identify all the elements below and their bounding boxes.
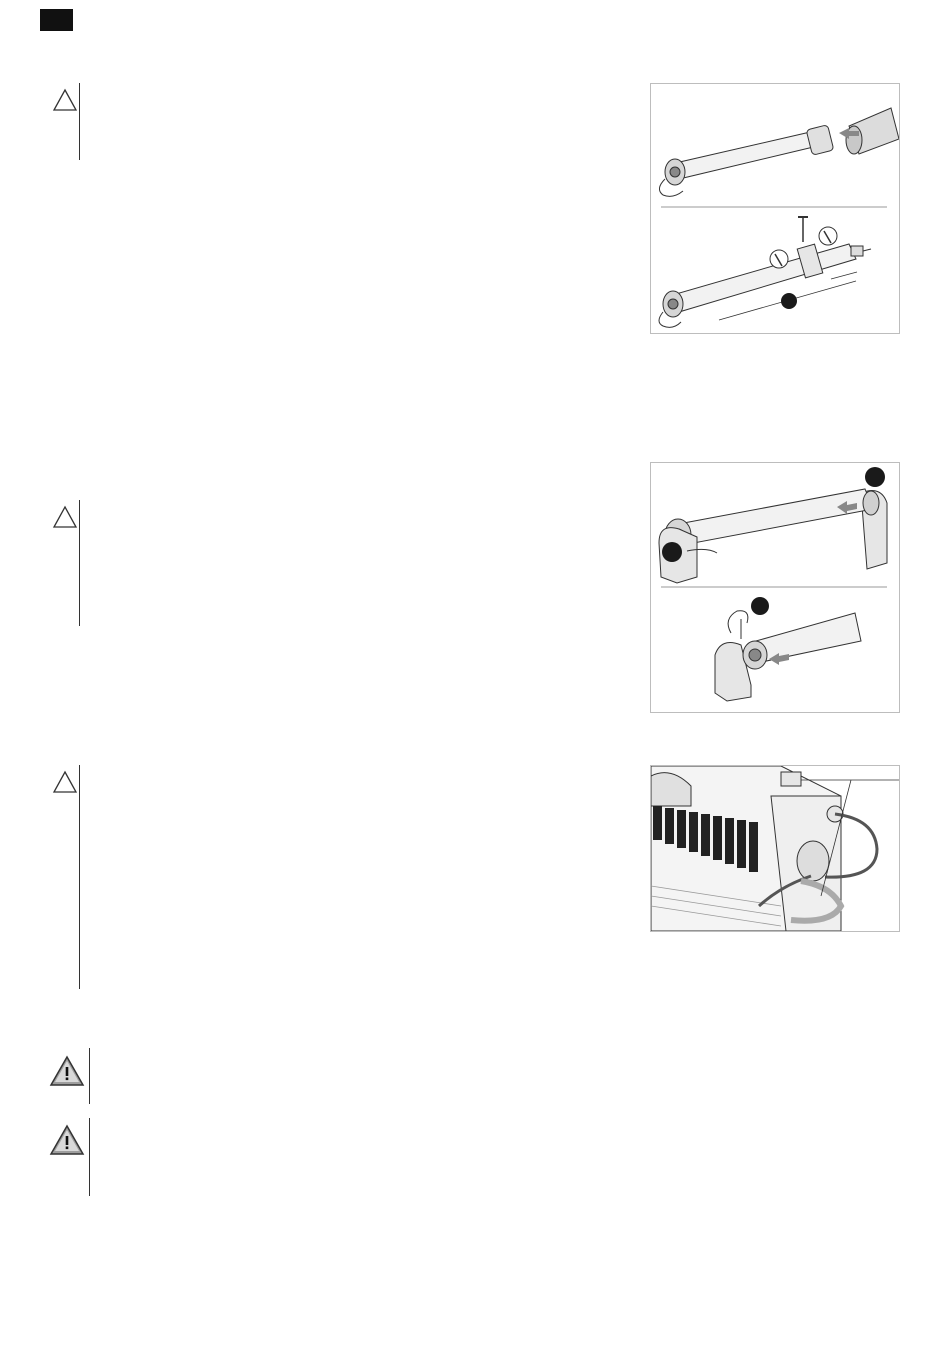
note-divider-line (79, 765, 80, 989)
caution-triangle-icon (52, 88, 78, 114)
caution-triangle-icon (52, 770, 78, 796)
note-divider-line (79, 83, 80, 160)
tube-bracket-illustration (659, 489, 887, 583)
warning-triangle-icon (49, 1124, 85, 1156)
screw-detail-icon (819, 227, 837, 245)
figure-motor-insertion (650, 83, 900, 334)
screw-detail-icon (770, 250, 788, 268)
callout-dot (781, 293, 797, 309)
callout-dot (865, 467, 885, 487)
note-divider-line (89, 1118, 90, 1196)
rotate-arrow-icon (728, 611, 748, 633)
note-divider-line (79, 500, 80, 626)
note-divider-line (89, 1048, 90, 1104)
caution-triangle-icon (52, 505, 78, 531)
callout-dot (751, 597, 769, 615)
figure-cable-routing (650, 765, 900, 932)
page-header-tab (40, 9, 73, 31)
figure-bracket-mounting (650, 462, 900, 713)
motor-tube-illustration (659, 108, 899, 196)
callout-dot (662, 542, 682, 562)
warning-triangle-icon (49, 1055, 85, 1087)
motor-head-icon (797, 841, 829, 881)
